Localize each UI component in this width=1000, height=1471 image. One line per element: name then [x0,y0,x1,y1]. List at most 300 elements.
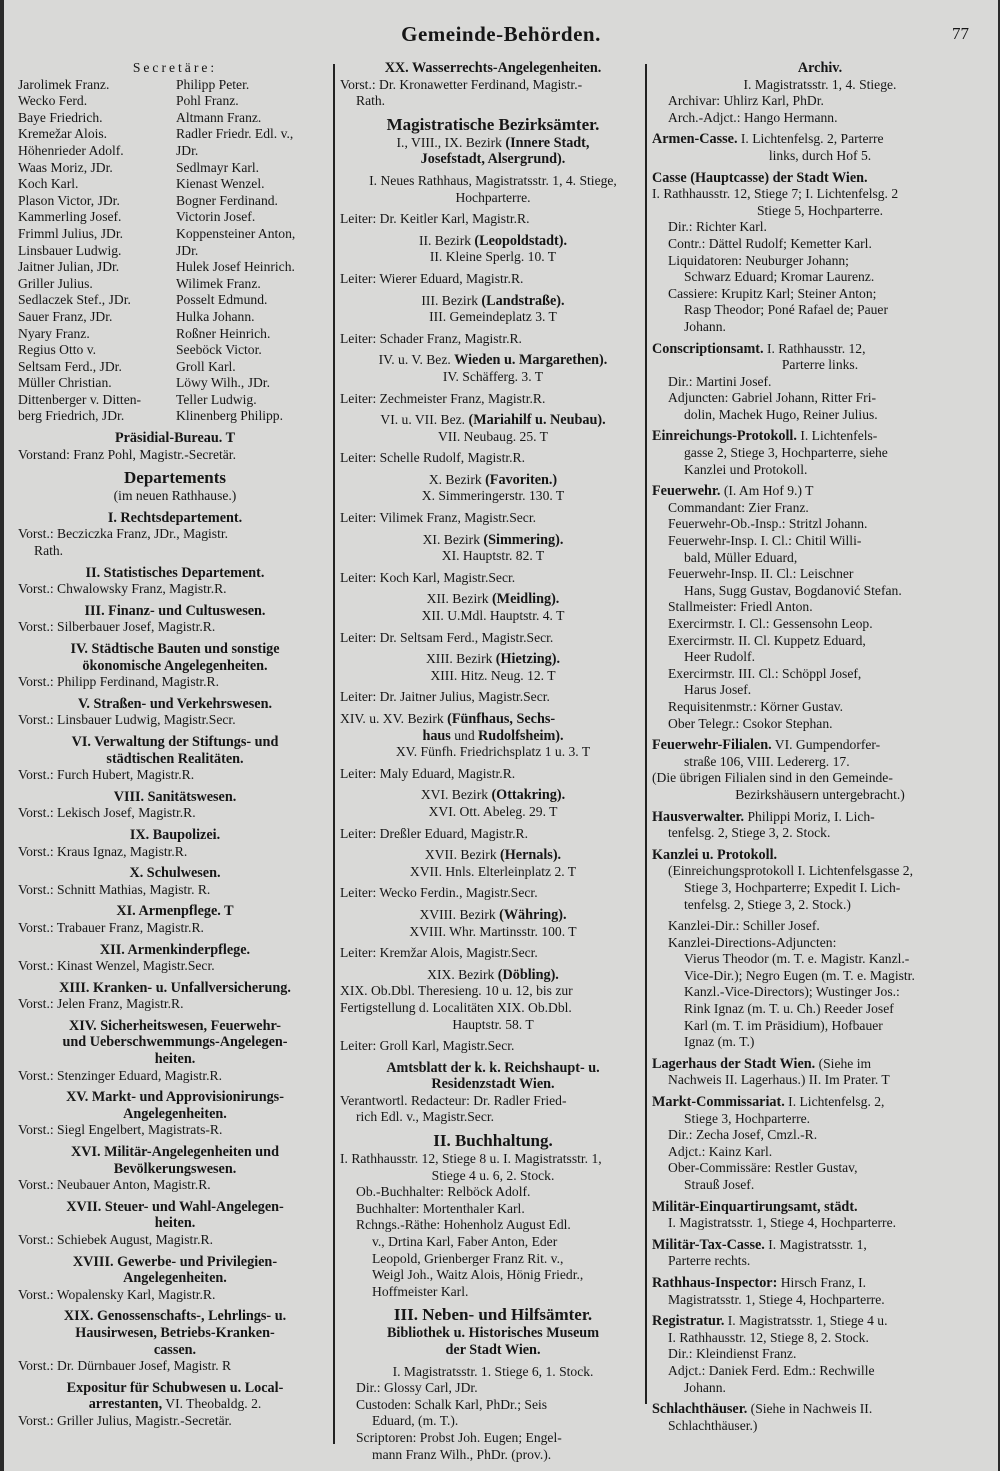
entry-text: Bezirkshäusern untergebracht.) [735,786,905,802]
text-line [652,666,988,683]
text-line [340,1131,646,1151]
secretary-name: Jaitner Julian, JDr. [18,259,120,275]
entry-text: Adjct.: Daniek Ferd. Edm.: Rechwille [668,1362,875,1378]
text-line [340,711,646,728]
entry-text: III. Neben- und Hilfsämter. [393,1305,593,1325]
entry-text: Vorst.: Lekisch Josef, Magistr.R. [18,805,196,821]
column-middle [340,60,646,1463]
text-line [652,186,988,203]
entry-text: Rath. [356,93,386,109]
text-line [18,1342,332,1359]
text-line [340,532,646,549]
entry-text: cassen. [153,1341,197,1358]
entry-text: Adjuncten: Gabriel Johann, Ritter Fri- [668,390,877,406]
entry-text: XVIII. Bezirk [419,906,500,922]
entry-text: Rchngs.-Räthe: Hohenholz August Edl. [356,1217,571,1233]
text-line [652,286,988,303]
entry-text: Archivar: Uhlirz Karl, PhDr. [668,93,824,109]
text-line [652,60,988,77]
entry-text: Harus Josef. [684,682,752,698]
text-line [340,1305,646,1325]
entry-text: XVII. Steuer- und Wahl-Angelegen- [66,1198,284,1215]
entry-text: Vorst.: Kraus Ignaz, Magistr.R. [18,843,188,859]
text-line [340,744,646,761]
entry-text: Ob.-Buchhalter: Relböck Adolf. [356,1184,531,1200]
entry-text: Archiv. [797,60,843,76]
entry-text: Exercirmstr. II. Cl. Kuppetz Eduard, [668,632,866,648]
text-line [340,1397,646,1414]
entry-text: Angelegenheiten. [123,1105,227,1122]
entry-heading: Hausverwalter. [652,808,745,825]
text-line [652,1111,988,1128]
entry-text: Weigl Joh., Waitz Alois, Hönig Friedr., [372,1267,584,1283]
entry-text: (Die übrigen Filialen sind in den Gemeinde- [652,770,893,786]
entry-text: städtischen Realitäten. [106,750,244,767]
name-row [18,209,332,226]
entry-text: (Siehe im [815,1055,872,1071]
secretary-name: Seltsam Ferd., JDr. [18,358,122,374]
entry-text: (I. Am Hof 9.) T [720,483,814,499]
entry-heading: Kanzlei u. Protokoll. [652,846,778,863]
text-line [340,429,646,446]
entry-text: Dir.: Martini Josef. [668,373,772,389]
text-line [652,131,988,148]
entry-heading: (Mariahilf u. Neubau). [468,412,606,429]
entry-text: III. Finanz- und Cultuswesen. [84,602,266,619]
entry-text: I. Rathhausstr. 12, Stiege 8 u. I. Magistratsstr. 1, [340,1151,602,1167]
text-line [18,996,332,1013]
text-line [340,864,646,881]
entry-text: I. Lichtenfelsg. 2, Parterre [737,131,884,147]
entry-text: Dir.: Glossy Carl, JDr. [356,1380,478,1396]
text-line [18,1396,332,1413]
entry-text: Leiter: Schader Franz, Magistr.R. [340,330,522,346]
text-line [652,1363,988,1380]
entry-text: Dir.: Richter Karl. [668,219,767,235]
text-line [652,1275,988,1292]
entry-text: mann Franz Wilh., PhDr. (prov.). [372,1446,552,1462]
secretary-name: Bogner Ferdinand. [176,192,278,208]
entry-text: Leiter: Maly Eduard, Magistr.R. [340,765,516,781]
secretary-name: Pohl Franz. [176,93,239,109]
text-line [652,1177,988,1194]
text-line [340,1201,646,1218]
text-line [340,804,646,821]
text-line [18,1106,332,1123]
entry-text: Exercirmstr. III. Cl.: Schöppl Josef, [668,665,862,681]
entry-heading: (Ottakring). [491,787,566,804]
entry-heading: Feuerwehr-Filialen. [652,737,772,754]
text-line [340,885,646,902]
text-line [652,897,988,914]
entry-text: tenfelsg. 2, Stiege 3, 2. Stock.) [684,896,851,912]
entry-text: XVII. Bezirk [424,847,501,863]
text-line [340,1251,646,1268]
entry-text: XVIII. Whr. Martinsstr. 100. T [409,923,577,939]
text-line [652,880,988,897]
entry-text: Vorst.: Dr. Dürnbauer Josef, Magistr. R [18,1358,232,1374]
entry-text: Leiter: Groll Karl, Magistr.Secr. [340,1038,515,1054]
text-line [652,566,988,583]
entry-text: Ober-Commissäre: Restler Gustav, [668,1160,858,1176]
text-line [340,945,646,962]
entry-text: XVI. Bezirk [420,787,492,803]
text-line [652,93,988,110]
secretary-name: Plason Victor, JDr. [18,192,120,208]
entry-text: Kanzl.-Vice-Directors); Wustinger Jos.: [684,984,900,1000]
entry-text: Hoffmeister Karl. [372,1283,469,1299]
entry-heading: (Meidling). [491,591,560,608]
text-line [652,633,988,650]
entry-text: Eduard, (m. T.). [372,1413,459,1429]
entry-text: I. Magistratsstr. 1, [764,1236,867,1252]
text-line [18,789,332,806]
entry-heading: (Hietzing). [495,651,561,668]
text-line [652,1127,988,1144]
entry-text: Leiter: Dr. Seltsam Ferd., Magistr.Secr. [340,629,554,645]
text-line [340,249,646,266]
text-line [652,390,988,407]
entry-text: Vorst.: Trabauer Franz, Magistr.R. [18,919,204,935]
text-line [340,77,646,94]
secretary-name: Kremežar Alois. [18,126,108,142]
text-line [18,1325,332,1342]
text-line [340,907,646,924]
secretary-name: Koppensteiner Anton, [176,225,296,241]
text-line [340,1447,646,1464]
column-left [18,60,332,1430]
secretary-name: Kienast Wenzel. [176,176,265,192]
name-row [18,193,332,210]
entry-text: Magistratsstr. 1, Stiege 4, Hochparterre. [668,1291,885,1307]
entry-heading: Schlachthäuser. [652,1401,748,1418]
entry-text: heiten. [154,1215,196,1232]
entry-text: II. Kleine Sperlg. 10. T [429,249,557,265]
entry-text: links, durch Hof 5. [768,147,872,163]
secretary-name: Philipp Peter. [176,76,250,92]
text-line [18,844,332,861]
entry-text: XIII. Kranken- u. Unfallversicherung. [59,979,291,996]
entry-text: XVI. Militär-Angelegenheiten und [71,1144,279,1161]
entry-text: I., VIII., IX. Bezirk [396,134,506,150]
entry-text: Präsidial-Bureau. T [114,430,236,447]
text-line [18,751,332,768]
text-line [652,462,988,479]
entry-heading: haus [422,727,451,744]
text-line [340,1325,646,1342]
entry-text: Vice-Dir.); Negro Eugen (m. T. e. Magistr. [684,967,915,983]
text-line [18,942,332,959]
text-line [18,1144,332,1161]
text-line [652,1001,988,1018]
entry-text: Bibliothek u. Historisches Museum [386,1325,600,1342]
text-line [340,309,646,326]
entry-text: Fertigstellung d. Localitäten XIX. Ob.Dbl. [340,999,572,1015]
entry-text: Contr.: Dättel Rudolf; Kemetter Karl. [668,235,872,251]
entry-text: (im neuen Rathhause.) [113,488,237,504]
entry-text: XIX. Ob.Dbl. Theresieng. 10 u. 12, bis zur [340,983,573,999]
entry-heading: Einreichungs-Protokoll. [652,428,797,445]
entry-heading: arrestanten, [88,1396,163,1413]
entry-text: Vorst.: Schnitt Mathias, Magistr. R. [18,881,211,897]
secretary-name: Hulka Johann. [176,308,255,324]
entry-text: XI. Hauptstr. 82. T [441,548,545,564]
text-line [340,135,646,152]
entry-text: Vorst.: Silberbauer Josef, Magistr.R. [18,619,216,635]
entry-text: Stiege 3, Hochparterre; Expedit I. Lich- [684,879,901,895]
name-row [18,342,332,359]
entry-text: IV. Städtische Bauten und sonstige [70,641,280,657]
entry-text: I. Rechtsdepartement. [107,509,243,526]
text-line [18,565,332,582]
entry-text: Commandant: Zier Franz. [668,499,809,515]
secretary-name: Waas Moriz, JDr. [18,159,113,175]
text-line [340,1038,646,1055]
text-line [340,211,646,228]
text-line [652,269,988,286]
name-row [18,292,332,309]
entry-text: und Ueberschwemmungs-Angelegen- [62,1034,288,1051]
text-line [18,447,332,464]
text-line [652,483,988,500]
text-line [18,581,332,598]
text-line [18,658,332,675]
secretary-name: Griller Julius. [18,275,93,291]
text-line [652,1072,988,1089]
text-line [652,1401,988,1418]
text-line [652,1418,988,1435]
text-line [340,369,646,386]
entry-text: Leiter: Kremžar Alois, Magistr.Secr. [340,945,538,961]
text-line [652,1199,988,1216]
text-line [18,1358,332,1375]
text-line [340,787,646,804]
entry-text: XVIII. Gewerbe- und Privilegien- [72,1253,278,1270]
text-line [340,190,646,207]
entry-text: Rink Ignaz (m. T. u. Ch.) Reeder Josef [684,1001,894,1017]
entry-text: Vorst.: Neubauer Anton, Magistr.R. [18,1177,211,1193]
secretary-name: Sauer Franz, JDr. [18,308,113,324]
entry-text: IV. u. V. Bez. [378,352,455,368]
text-line [18,920,332,937]
entry-text: Vorst.: Chwalowsky Franz, Magistr.R. [18,581,227,597]
secretary-name: Hulek Josef Heinrich. [176,259,295,275]
secretary-name: Baye Friedrich. [18,109,103,125]
entry-text: gasse 2, Stiege 3, Hochparterre, siehe [684,445,888,461]
entry-text: I. Lichtenfels- [796,428,878,444]
text-line [652,110,988,127]
entry-text: I. Rathhausstr. 12, [763,340,866,356]
entry-text: Dir.: Kleindienst Franz. [668,1346,797,1362]
name-row [18,226,332,243]
entry-text: Magistratische Bezirksämter. [386,114,600,134]
text-line [652,737,988,754]
text-line [652,357,988,374]
entry-text: IV. Schäfferg. 3. T [442,368,544,384]
text-line [18,1161,332,1178]
entry-text: Stiege 3, Hochparterre. [684,1110,811,1126]
text-line [340,1000,646,1017]
secretary-name: Kammerling Josef. [18,209,122,225]
entry-text: Strauß Josef. [684,1177,755,1192]
entry-heading: Registratur. [652,1313,725,1330]
secretary-name: Nyary Franz. [18,325,90,341]
page-title: Gemeinde-Behörden. [401,22,601,46]
entry-text: Leiter: Schelle Rudolf, Magistr.R. [340,450,525,466]
secretary-name: Teller Ludwig. [176,391,257,407]
name-row [18,160,332,177]
secretary-name: Altmann Franz. [176,109,262,125]
text-line [652,428,988,445]
text-line [18,1122,332,1139]
entry-text: Residenzstadt Wien. [431,1076,555,1093]
secretary-name: Sedlmayr Karl. [176,159,260,175]
text-line [340,271,646,288]
name-row [18,77,332,94]
text-line [652,951,988,968]
entry-text: Vorst.: Griller Julius, Magistr.-Secretär. [18,1412,232,1428]
entry-text: Rath. [34,543,64,559]
entry-heading: (Simmering). [483,531,564,548]
text-line [340,1093,646,1110]
text-line [18,1254,332,1271]
text-line [18,603,332,620]
text-line [340,173,646,190]
entry-text: XIII. Hitz. Neug. 12. T [430,667,556,683]
text-line [652,148,988,165]
entry-heading: (Innere Stadt, [505,134,590,151]
entry-text: XIII. Bezirk [425,651,496,667]
entry-text: Schlachthäuser.) [668,1417,758,1433]
text-line [18,865,332,882]
text-line [652,533,988,550]
entry-heading: (Leopoldstadt). [474,232,568,249]
text-line [340,472,646,489]
entry-text: XIV. u. XV. Bezirk [340,711,448,726]
entry-text: XVI. Ott. Abeleg. 29. T [428,803,558,819]
text-line [18,1232,332,1249]
text-line [652,787,988,804]
name-row [18,93,332,110]
entry-text: ökonomische Angelegenheiten. [82,657,268,674]
entry-text: Vorst.: Linsbauer Ludwig, Magistr.Secr. [18,712,236,728]
entry-heading: (Favoriten.) [485,471,558,488]
entry-text: Vorst.: Becziczka Franz, JDr., Magistr. [18,526,229,542]
entry-text: Leiter: Koch Karl, Magistr.Secr. [340,569,516,585]
entry-text: Leiter: Zechmeister Franz, Magistr.R. [340,390,546,406]
entry-text: Philippi Moriz, I. Lich- [744,808,875,824]
text-line [340,826,646,843]
entry-text: Vorst.: Dr. Kronawetter Ferdinand, Magistr.- [340,76,583,92]
text-line [652,219,988,236]
text-line [340,1151,646,1168]
text-line [18,696,332,713]
text-line [340,548,646,565]
entry-text: XII. U.Mdl. Hauptstr. 4. T [421,608,565,624]
name-row [18,375,332,392]
text-line [18,734,332,751]
name-row [18,359,332,376]
text-line [652,847,988,864]
entry-text: Buchhalter: Mortenthaler Karl. [356,1200,525,1216]
name-row [18,243,332,260]
text-line [652,550,988,567]
text-line [652,319,988,336]
entry-text: Hauptstr. 58. T [452,1016,534,1032]
text-line [340,412,646,429]
entry-text: Vorstand: Franz Pohl, Magistr.-Secretär. [18,446,236,462]
entry-text: Vorst.: Philipp Ferdinand, Magistr.R. [18,674,220,690]
entry-text: X. Simmeringerstr. 130. T [421,488,565,504]
text-line [652,984,988,1001]
text-line [340,60,646,77]
text-line [340,115,646,135]
entry-heading: (Hernals). [500,847,562,864]
entry-text: XIX. Genossenschafts-, Lehrlings- u. [63,1308,287,1325]
text-line [652,77,988,94]
entry-text: V. Straßen- und Verkehrswesen. [77,695,273,712]
text-line [652,968,988,985]
text-line [652,1034,988,1051]
entry-text: VI. Verwaltung der Stiftungs- und [71,733,279,750]
text-line [652,770,988,787]
text-line [652,407,988,424]
entry-heading: Militär-Tax-Casse. [652,1236,765,1253]
entry-text: Vierus Theodor (m. T. e. Magistr. Kanzl.- [684,951,910,967]
entry-heading: (Fünfhaus, Sechs- [447,711,556,727]
text-line [18,1089,332,1106]
secretary-name: Seeböck Victor. [176,342,262,358]
secretary-name: Wilimek Franz. [176,275,261,291]
entry-text: I. Neues Rathhaus, Magistratsstr. 1, 4. Stiege, [369,172,617,188]
text-line [340,651,646,668]
text-line [18,1034,332,1051]
secretary-name: Müller Christian. [18,375,112,391]
text-line [340,967,646,984]
entry-heading: Rudolfsheim). [478,727,564,744]
entry-text: I. Magistratsstr. 1, 4. Stiege. [743,76,897,92]
entry-text: Hausirwesen, Betriebs-Kranken- [75,1324,275,1341]
text-line [652,1346,988,1363]
text-line [652,825,988,842]
name-row [18,110,332,127]
entry-text: Johann. [684,318,726,334]
secretary-name: Radler Friedr. Edl. v., [176,126,294,142]
text-line [18,1308,332,1325]
name-row [18,309,332,326]
entry-text: Vorst.: Kinast Wenzel, Magistr.Secr. [18,958,215,974]
entry-text: Custoden: Schalk Karl, PhDr.; Seis [356,1396,548,1412]
entry-heading: (Währing). [499,906,567,923]
text-line [340,591,646,608]
text-line [340,510,646,527]
text-line [340,1017,646,1034]
text-line [652,516,988,533]
text-line [340,391,646,408]
secretary-name: Linsbauer Ludwig. [18,242,122,258]
entry-text: Exercirmstr. I. Cl.: Gessensohn Leop. [668,616,873,631]
entry-text: X. Bezirk [428,471,486,487]
entry-text: Leiter: Dr. Jaitner Julius, Magistr.Secr. [340,689,550,705]
entry-heading: Feuerwehr. [652,483,721,500]
entry-text: VI. Gumpendorfer- [771,737,881,753]
entry-text: v., Drtina Karl, Faber Anton, Eder [372,1234,558,1250]
text-line [18,958,332,975]
secretary-name: Höhenrieder Adolf. [18,142,124,158]
text-line [652,754,988,771]
entry-text: Parterre rechts. [668,1253,751,1269]
entry-text: Kanzlei-Dir.: Schiller Josef. [668,918,820,934]
